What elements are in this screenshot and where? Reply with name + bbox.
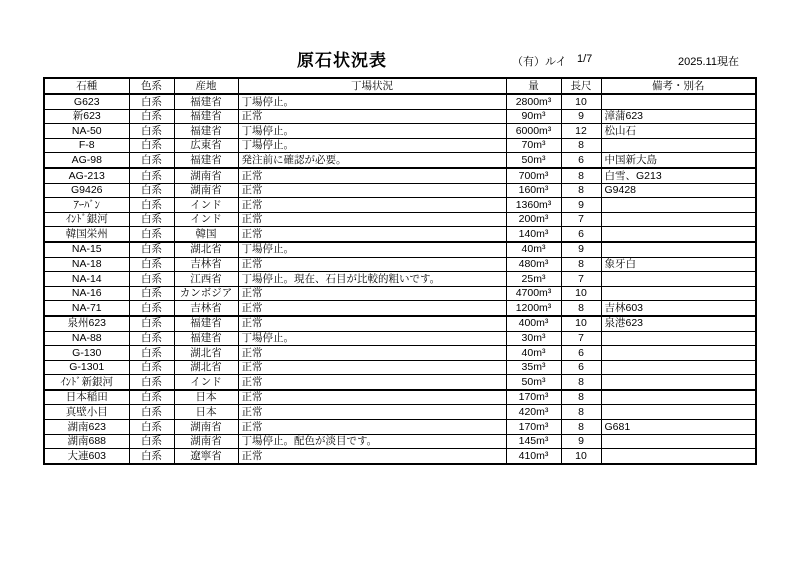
cell-quantity: 480m³ [506, 257, 561, 272]
cell-origin: 福建省 [174, 331, 238, 346]
cell-length: 8 [561, 183, 601, 198]
cell-quantity: 200m³ [506, 212, 561, 227]
cell-remarks [601, 390, 756, 405]
cell-length: 9 [561, 109, 601, 124]
cell-quantity: 4700m³ [506, 286, 561, 301]
table-row [44, 434, 756, 449]
cell-color: 白系 [129, 375, 174, 390]
table-row [44, 109, 756, 124]
table-row [44, 301, 756, 316]
cell-length: 8 [561, 257, 601, 272]
cell-status: 正常 [238, 390, 506, 405]
cell-origin: 湖南省 [174, 420, 238, 435]
cell-status: 正常 [238, 375, 506, 390]
table-row [44, 390, 756, 405]
header-remarks: 備考・別名 [601, 78, 756, 94]
cell-remarks [601, 346, 756, 361]
cell-color: 白系 [129, 346, 174, 361]
cell-length: 6 [561, 346, 601, 361]
cell-stone: 真壁小目 [44, 405, 129, 420]
cell-remarks: 白雪、G213 [601, 168, 756, 183]
cell-length: 10 [561, 94, 601, 109]
cell-remarks [601, 286, 756, 301]
cell-color: 白系 [129, 198, 174, 213]
cell-stone: 泉州623 [44, 316, 129, 331]
cell-stone: 湖南688 [44, 434, 129, 449]
cell-origin: 吉林省 [174, 301, 238, 316]
cell-color: 白系 [129, 138, 174, 153]
cell-remarks [601, 227, 756, 242]
cell-quantity: 160m³ [506, 183, 561, 198]
cell-color: 白系 [129, 420, 174, 435]
cell-stone: NA-88 [44, 331, 129, 346]
document-header [0, 0, 800, 77]
header-length: 長尺 [561, 78, 601, 94]
cell-quantity: 50m³ [506, 375, 561, 390]
page-number: 1/7 [577, 53, 593, 65]
cell-remarks [601, 242, 756, 257]
cell-origin: 福建省 [174, 109, 238, 124]
cell-status: 丁場停止。現在、石目が比較的粗いです。 [238, 272, 506, 287]
cell-length: 9 [561, 242, 601, 257]
cell-quantity: 40m³ [506, 242, 561, 257]
cell-origin: インド [174, 212, 238, 227]
cell-remarks [601, 212, 756, 227]
cell-remarks [601, 434, 756, 449]
cell-origin: 広東省 [174, 138, 238, 153]
cell-quantity: 140m³ [506, 227, 561, 242]
cell-length: 7 [561, 272, 601, 287]
cell-quantity: 90m³ [506, 109, 561, 124]
cell-length: 8 [561, 301, 601, 316]
cell-length: 8 [561, 168, 601, 183]
cell-length: 6 [561, 360, 601, 375]
table-row [44, 198, 756, 213]
cell-length: 6 [561, 227, 601, 242]
cell-status: 丁場停止。 [238, 124, 506, 139]
cell-length: 8 [561, 375, 601, 390]
cell-length: 10 [561, 286, 601, 301]
cell-status: 丁場停止。 [238, 94, 506, 109]
cell-length: 6 [561, 153, 601, 168]
cell-origin: 日本 [174, 390, 238, 405]
cell-quantity: 25m³ [506, 272, 561, 287]
cell-origin: 湖北省 [174, 346, 238, 361]
cell-origin: 遼寧省 [174, 449, 238, 464]
cell-color: 白系 [129, 168, 174, 183]
cell-length: 9 [561, 198, 601, 213]
cell-color: 白系 [129, 286, 174, 301]
table-header [44, 78, 756, 94]
table-row [44, 242, 756, 257]
cell-stone: NA-14 [44, 272, 129, 287]
cell-origin: 湖南省 [174, 434, 238, 449]
cell-status: 正常 [238, 346, 506, 361]
cell-quantity: 50m³ [506, 153, 561, 168]
cell-origin: 福建省 [174, 153, 238, 168]
cell-color: 白系 [129, 449, 174, 464]
cell-status: 丁場停止。 [238, 138, 506, 153]
table-row [44, 449, 756, 464]
date-note: 2025.11現在 [678, 56, 739, 68]
cell-status: 正常 [238, 360, 506, 375]
cell-quantity: 1200m³ [506, 301, 561, 316]
table-row [44, 212, 756, 227]
cell-remarks: G681 [601, 420, 756, 435]
cell-remarks [601, 331, 756, 346]
cell-stone: NA-15 [44, 242, 129, 257]
cell-origin: 韓国 [174, 227, 238, 242]
cell-stone: AG-98 [44, 153, 129, 168]
cell-remarks: 泉港623 [601, 316, 756, 331]
cell-origin: 福建省 [174, 124, 238, 139]
cell-quantity: 70m³ [506, 138, 561, 153]
cell-stone: G-130 [44, 346, 129, 361]
cell-stone: 新623 [44, 109, 129, 124]
cell-quantity: 35m³ [506, 360, 561, 375]
cell-remarks: 中国新大島 [601, 153, 756, 168]
table-row [44, 346, 756, 361]
table-row [44, 405, 756, 420]
cell-length: 10 [561, 449, 601, 464]
cell-status: 正常 [238, 420, 506, 435]
cell-color: 白系 [129, 390, 174, 405]
cell-stone: 湖南623 [44, 420, 129, 435]
header-origin: 産地 [174, 78, 238, 94]
cell-length: 12 [561, 124, 601, 139]
table-row [44, 375, 756, 390]
table-row [44, 227, 756, 242]
cell-status: 正常 [238, 257, 506, 272]
cell-status: 正常 [238, 286, 506, 301]
cell-quantity: 170m³ [506, 390, 561, 405]
cell-stone: NA-16 [44, 286, 129, 301]
table-row [44, 360, 756, 375]
table-row [44, 331, 756, 346]
cell-origin: 江西省 [174, 272, 238, 287]
page-title: 原石状況表 [297, 51, 387, 70]
table-row [44, 257, 756, 272]
cell-remarks: G9428 [601, 183, 756, 198]
cell-stone: ｲﾝﾄﾞ銀河 [44, 212, 129, 227]
cell-remarks [601, 272, 756, 287]
cell-remarks: 漳蒲623 [601, 109, 756, 124]
cell-stone: G-1301 [44, 360, 129, 375]
cell-quantity: 1360m³ [506, 198, 561, 213]
table-row [44, 124, 756, 139]
cell-remarks: 吉林603 [601, 301, 756, 316]
header-row [44, 78, 756, 94]
cell-color: 白系 [129, 242, 174, 257]
cell-origin: 日本 [174, 405, 238, 420]
cell-length: 8 [561, 420, 601, 435]
cell-stone: 日本稲田 [44, 390, 129, 405]
cell-color: 白系 [129, 316, 174, 331]
cell-status: 正常 [238, 449, 506, 464]
stone-table-body [44, 94, 756, 464]
cell-stone: 韓国栄州 [44, 227, 129, 242]
cell-color: 白系 [129, 405, 174, 420]
cell-quantity: 145m³ [506, 434, 561, 449]
cell-status: 正常 [238, 168, 506, 183]
cell-status: 正常 [238, 301, 506, 316]
cell-origin: カンボジア [174, 286, 238, 301]
cell-color: 白系 [129, 109, 174, 124]
cell-stone: NA-71 [44, 301, 129, 316]
cell-status: 正常 [238, 227, 506, 242]
cell-status: 正常 [238, 212, 506, 227]
cell-quantity: 170m³ [506, 420, 561, 435]
table-row [44, 183, 756, 198]
cell-length: 7 [561, 212, 601, 227]
cell-origin: 吉林省 [174, 257, 238, 272]
cell-length: 8 [561, 138, 601, 153]
company-name: （有）ルイ [512, 56, 567, 68]
cell-stone: NA-18 [44, 257, 129, 272]
cell-status: 発注前に確認が必要。 [238, 153, 506, 168]
cell-length: 7 [561, 331, 601, 346]
cell-origin: 福建省 [174, 316, 238, 331]
cell-remarks [601, 198, 756, 213]
cell-remarks [601, 138, 756, 153]
cell-status: 正常 [238, 316, 506, 331]
cell-length: 10 [561, 316, 601, 331]
cell-status: 正常 [238, 183, 506, 198]
cell-color: 白系 [129, 227, 174, 242]
cell-origin: 湖南省 [174, 168, 238, 183]
cell-color: 白系 [129, 153, 174, 168]
cell-stone: G9426 [44, 183, 129, 198]
cell-stone: AG-213 [44, 168, 129, 183]
cell-status: 正常 [238, 405, 506, 420]
cell-origin: インド [174, 375, 238, 390]
cell-stone: G623 [44, 94, 129, 109]
table-row [44, 168, 756, 183]
cell-stone: F-8 [44, 138, 129, 153]
cell-color: 白系 [129, 94, 174, 109]
cell-origin: 湖北省 [174, 360, 238, 375]
cell-remarks [601, 449, 756, 464]
cell-color: 白系 [129, 434, 174, 449]
cell-color: 白系 [129, 257, 174, 272]
cell-stone: NA-50 [44, 124, 129, 139]
cell-color: 白系 [129, 272, 174, 287]
cell-origin: 福建省 [174, 94, 238, 109]
stone-status-table [43, 77, 757, 465]
cell-quantity: 2800m³ [506, 94, 561, 109]
table-row [44, 138, 756, 153]
cell-color: 白系 [129, 360, 174, 375]
header-color: 色系 [129, 78, 174, 94]
cell-stone: ｱｰﾊﾞﾝ [44, 198, 129, 213]
cell-status: 丁場停止。 [238, 331, 506, 346]
table-row [44, 272, 756, 287]
cell-origin: 湖南省 [174, 183, 238, 198]
table-row [44, 286, 756, 301]
cell-quantity: 400m³ [506, 316, 561, 331]
cell-stone: 大連603 [44, 449, 129, 464]
cell-color: 白系 [129, 183, 174, 198]
cell-color: 白系 [129, 331, 174, 346]
cell-status: 正常 [238, 109, 506, 124]
cell-quantity: 700m³ [506, 168, 561, 183]
header-quantity: 量 [506, 78, 561, 94]
table-row [44, 316, 756, 331]
table-row [44, 420, 756, 435]
cell-length: 8 [561, 405, 601, 420]
cell-remarks [601, 360, 756, 375]
cell-quantity: 410m³ [506, 449, 561, 464]
cell-origin: インド [174, 198, 238, 213]
cell-quantity: 30m³ [506, 331, 561, 346]
header-status: 丁場状況 [238, 78, 506, 94]
cell-stone: ｲﾝﾄﾞ新銀河 [44, 375, 129, 390]
cell-quantity: 6000m³ [506, 124, 561, 139]
cell-status: 丁場停止。 [238, 242, 506, 257]
table-row [44, 153, 756, 168]
cell-remarks: 象牙白 [601, 257, 756, 272]
cell-remarks [601, 94, 756, 109]
cell-remarks: 松山石 [601, 124, 756, 139]
cell-length: 9 [561, 434, 601, 449]
cell-color: 白系 [129, 124, 174, 139]
cell-quantity: 40m³ [506, 346, 561, 361]
cell-color: 白系 [129, 301, 174, 316]
cell-origin: 湖北省 [174, 242, 238, 257]
cell-remarks [601, 375, 756, 390]
cell-status: 正常 [238, 198, 506, 213]
cell-color: 白系 [129, 212, 174, 227]
cell-status: 丁場停止。配色が淡目です。 [238, 434, 506, 449]
cell-remarks [601, 405, 756, 420]
cell-length: 8 [561, 390, 601, 405]
header-stone: 石種 [44, 78, 129, 94]
table-row [44, 94, 756, 109]
cell-quantity: 420m³ [506, 405, 561, 420]
